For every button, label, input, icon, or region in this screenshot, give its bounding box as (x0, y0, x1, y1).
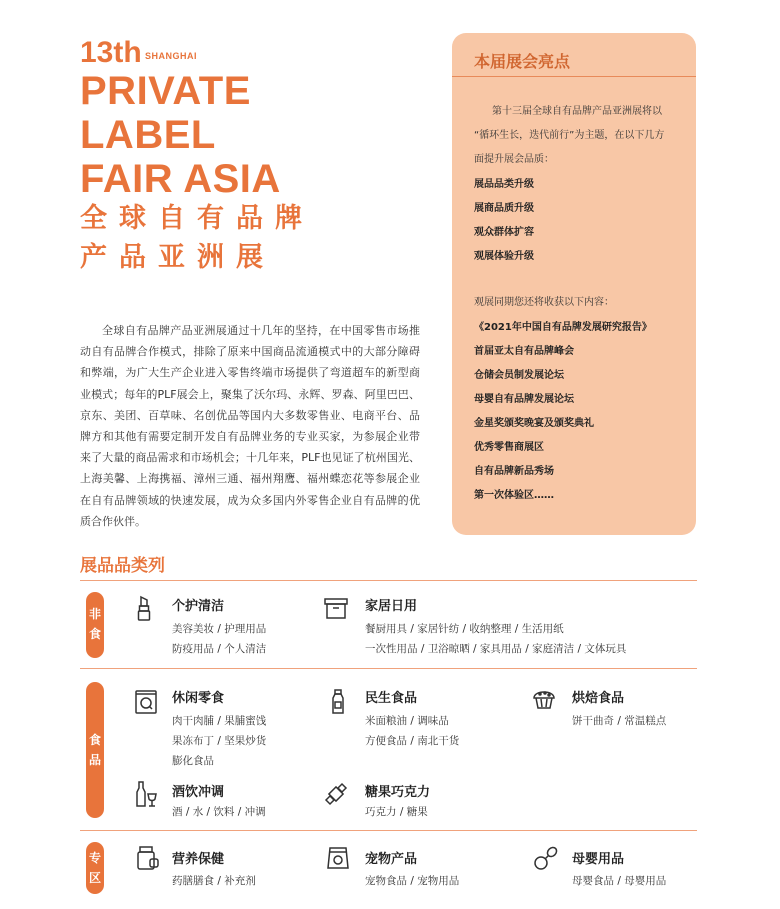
title-cn-line-2: 产品亚洲展 (80, 242, 275, 273)
intro-paragraph: 全球自有品牌产品亚洲展通过十几年的坚持，在中国零售市场推动自有品牌合作模式，排除了原来中国商品流通模式中的大部分障碍和弊端，为广大生产企业进入零售终端市场提供了弯道超车的新型商业模式；每年的PLF展会上，聚集了沃尔玛、永辉、罗森、阿里巴巴、京东、美团、百草味、名创优品等国内大多数零售业、电商平台、品牌方和其他有需要定制开发自有品牌业务的专业买家，为参展企业带来了大量的商品需求和市场机会；十几年来，PLF也见证了杭州国光、上海美馨、上海携福、漳州三通、福州翔鹰、福州蝶恋花等参展企业在自有品牌领域的快速发展，成为众多国内外零售企业自有品牌的优质合作伙伴。 (80, 324, 420, 528)
wine-bottle-glass-icon (132, 780, 160, 808)
upgrade-item: 展商品质升级 (474, 203, 534, 214)
category-desc: 宠物食品 / 宠物用品 (365, 875, 460, 887)
harvest-item: 自有品牌新品秀场 (474, 466, 554, 477)
category-desc: 药膳膳食 / 补充剂 (172, 875, 256, 887)
edition-number: 13th (80, 36, 142, 69)
upgrade-item: 观众群体扩容 (474, 227, 534, 238)
category-desc: 美容美妆 / 护理用品 (172, 623, 267, 635)
upgrade-item: 展品品类升级 (474, 179, 534, 190)
category-desc: 巧克力 / 糖果 (365, 806, 428, 818)
harvest-item: 第一次体验区…… (474, 490, 554, 501)
highlights-divider (452, 76, 696, 77)
group-label-special-zone (86, 842, 104, 894)
highlights-intro-line-2: “循环生长，迭代前行”为主题，在以下几方 (474, 130, 665, 141)
category-title: 烘焙食品 (572, 691, 625, 706)
edition-city: SHANGHAI (145, 51, 198, 61)
highlights-intro-line-1: 第十三届全球自有品牌产品亚洲展将以 (492, 106, 662, 117)
group-label-char: 食 (88, 733, 101, 747)
group-label-non-food (86, 592, 104, 658)
category-desc: 餐厨用具 / 家居针纺 / 收纳整理 / 生活用纸 (365, 623, 564, 635)
pacifier-icon (532, 844, 560, 872)
category-desc: 一次性用品 / 卫浴晾晒 / 家具用品 / 家庭清洁 / 文体玩具 (365, 643, 627, 655)
harvest-item: 优秀零售商展区 (474, 442, 544, 453)
group-label-char: 品 (88, 753, 101, 767)
group-label-food (86, 682, 104, 818)
category-desc: 母婴食品 / 母婴用品 (572, 875, 667, 887)
upgrade-item: 观展体验升级 (474, 251, 534, 262)
storage-box-icon (322, 594, 350, 622)
snack-bag-icon (132, 688, 160, 716)
category-desc: 饼干曲奇 / 常温糕点 (572, 715, 667, 727)
divider (80, 668, 697, 669)
pet-food-bag-icon (324, 844, 352, 872)
category-desc: 方便食品 / 南北干货 (365, 735, 460, 747)
oil-bottle-icon (324, 688, 352, 716)
category-desc: 肉干肉脯 / 果脯蜜饯 (172, 715, 267, 727)
harvest-item: 仓储会员制发展论坛 (474, 370, 564, 381)
group-label-char: 区 (88, 871, 101, 885)
category-title: 酒饮冲调 (172, 785, 225, 800)
category-title: 糖果巧克力 (365, 785, 431, 800)
lipstick-icon (130, 594, 158, 622)
title-en-line-1: PRIVATE (80, 69, 251, 113)
harvest-item: 母婴自有品牌发展论坛 (474, 394, 574, 405)
candy-icon (322, 780, 350, 808)
group-label-char: 食 (88, 627, 101, 641)
divider (80, 580, 697, 581)
category-title: 母婴用品 (572, 852, 625, 867)
category-title: 民生食品 (365, 691, 418, 706)
cupcake-icon (530, 684, 558, 712)
highlights-intro-line-3: 面提升展会品质： (474, 154, 554, 165)
category-desc: 防疫用品 / 个人清洁 (172, 643, 267, 655)
harvest-item: 《2021年中国自有品牌发展研究报告》 (474, 322, 652, 333)
group-label-char: 非 (88, 607, 101, 621)
category-desc: 果冻布丁 / 坚果炒货 (172, 735, 267, 747)
category-title: 宠物产品 (365, 852, 418, 867)
title-cn-line-1: 全球自有品牌 (80, 203, 314, 234)
category-title: 营养保健 (172, 852, 225, 867)
category-title: 个护清洁 (172, 599, 225, 614)
category-desc: 米面粮油 / 调味品 (365, 715, 449, 727)
category-title: 家居日用 (365, 599, 418, 614)
category-desc: 酒 / 水 / 饮料 / 冲调 (172, 806, 266, 818)
category-desc: 膨化食品 (172, 755, 214, 767)
category-title: 休闲零食 (172, 691, 225, 706)
supplement-bottle-icon (134, 844, 162, 872)
highlights-title: 本届展会亮点 (474, 52, 571, 71)
divider (80, 830, 697, 831)
categories-title: 展品品类列 (80, 556, 165, 576)
title-en-line-2: LABEL (80, 113, 216, 157)
harvest-intro: 观展同期您还将收获以下内容： (474, 297, 614, 308)
harvest-item: 首届亚太自有品牌峰会 (474, 346, 574, 357)
title-en-line-3: FAIR ASIA (80, 157, 281, 201)
harvest-item: 金星奖颁奖晚宴及颁奖典礼 (474, 418, 594, 429)
group-label-char: 专 (88, 851, 101, 865)
